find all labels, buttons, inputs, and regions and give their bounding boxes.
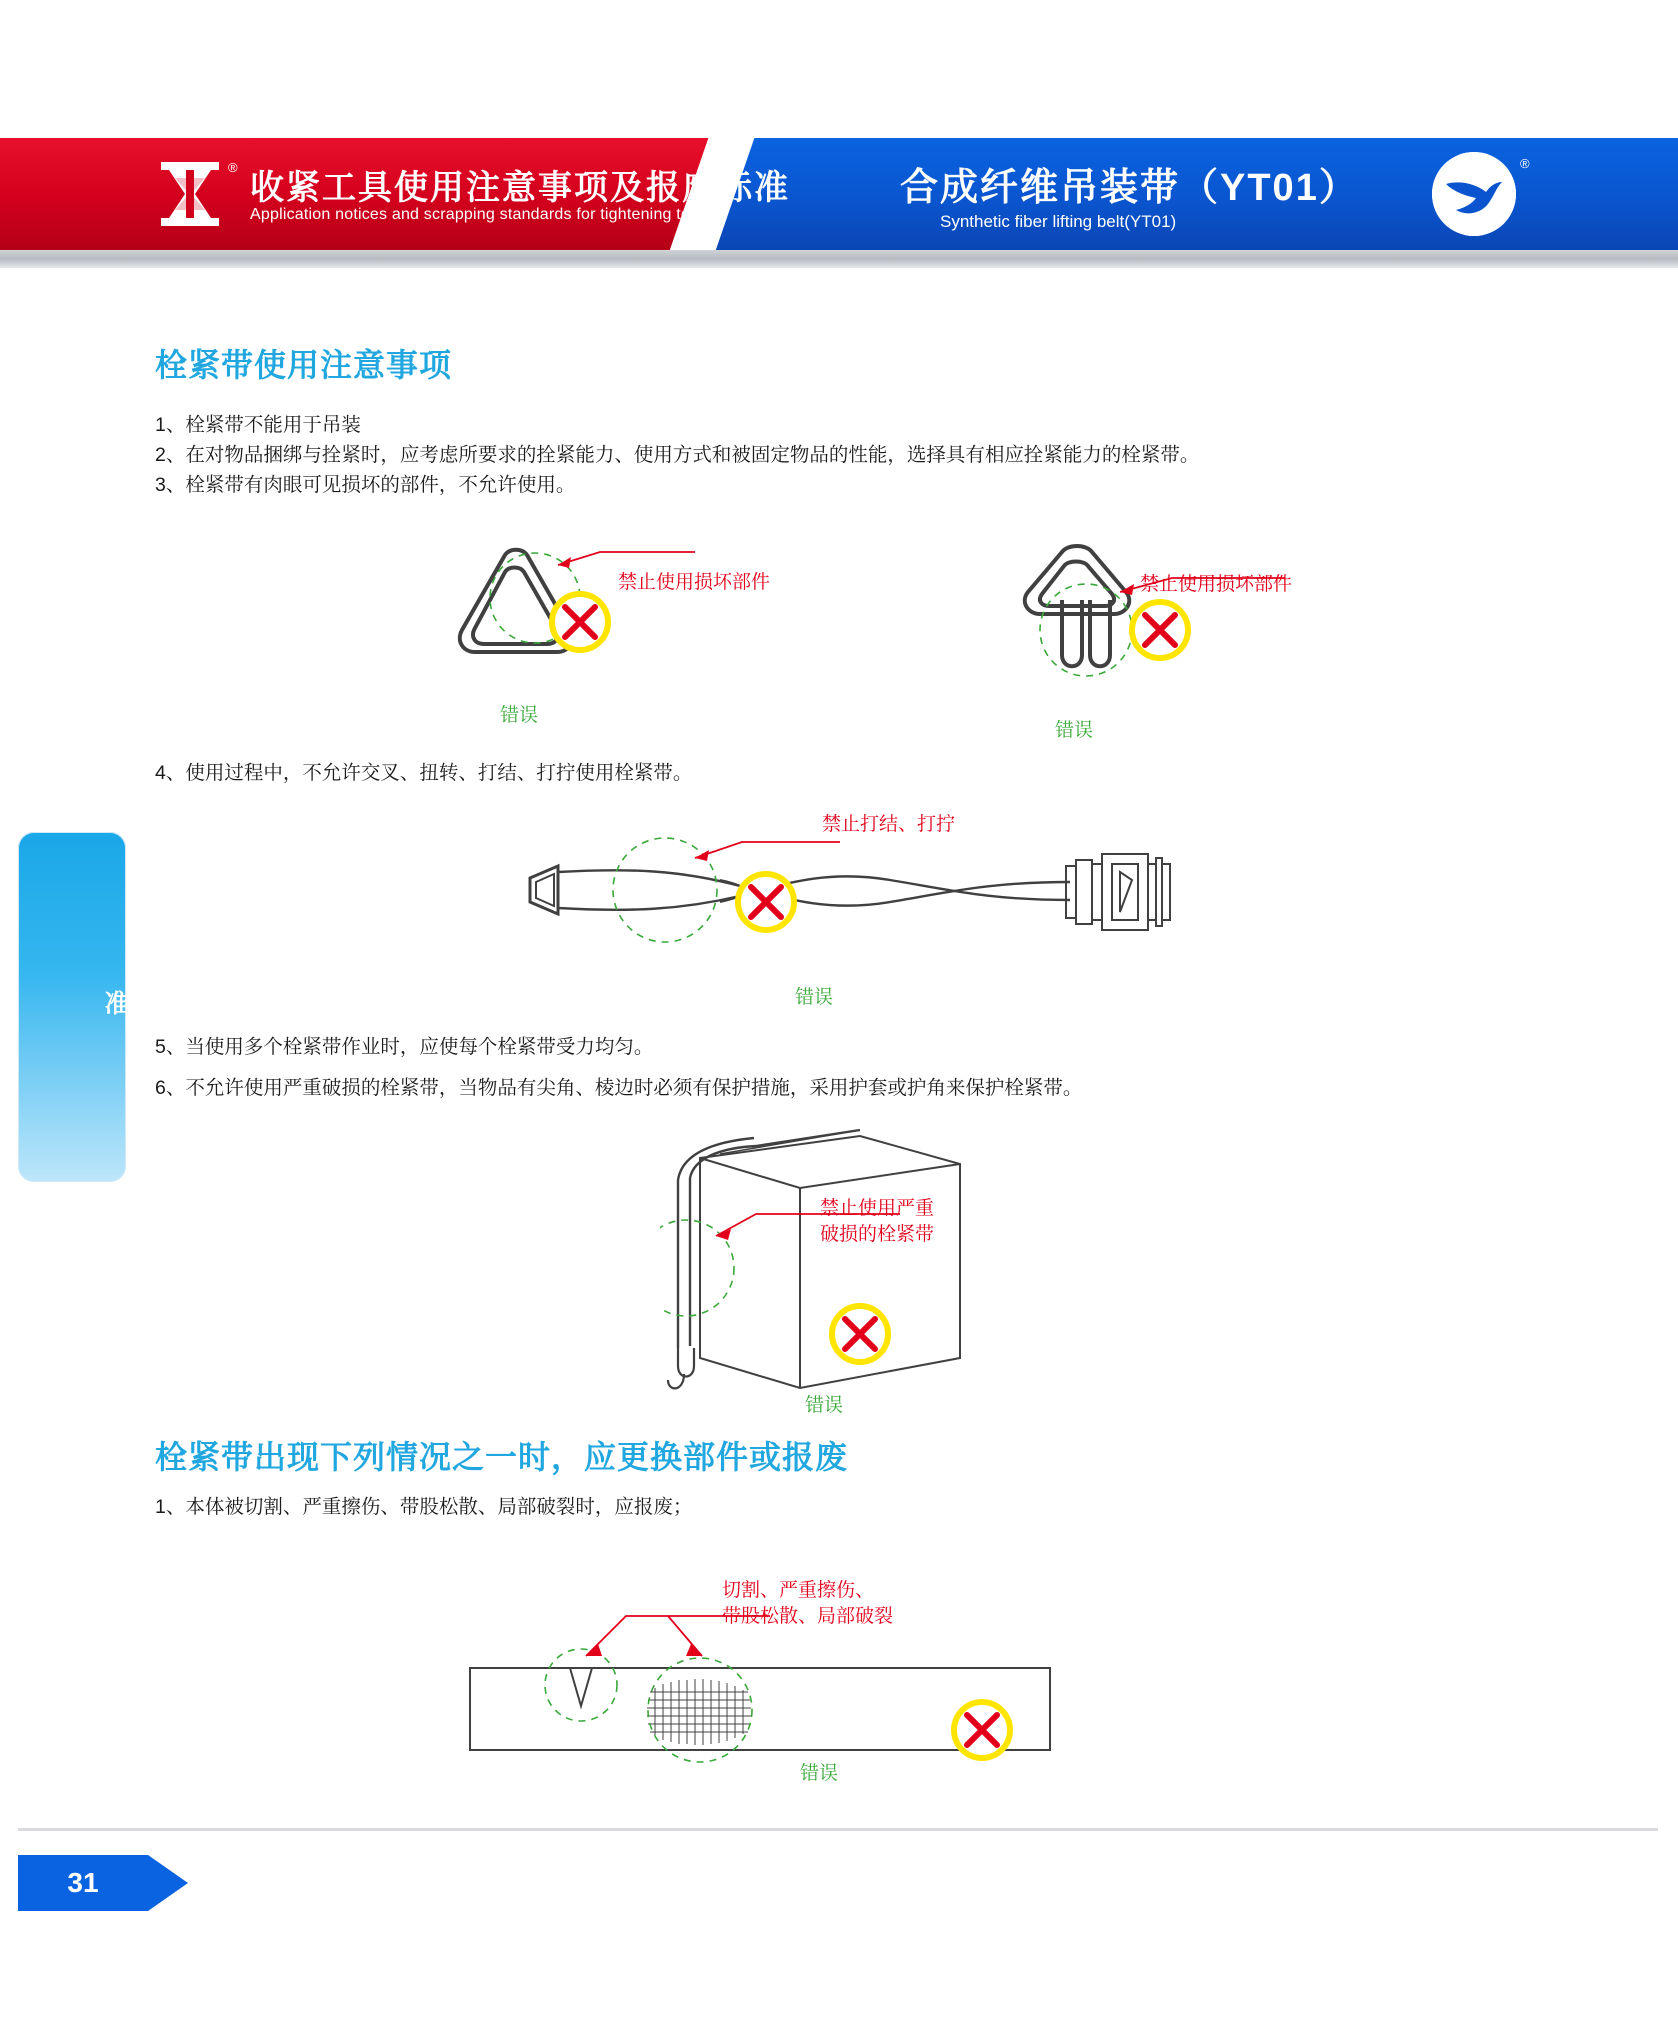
figure-5-warning-line2: 带股松散、局部破裂 (722, 1606, 894, 1627)
figure-4-warning-line2: 破损的栓紧带 (820, 1224, 935, 1245)
figure-1-caption: 错误 (500, 705, 539, 726)
figure-3-warning: 禁止打结、打拧 (822, 814, 956, 835)
side-tab-label: 使用注意事项及报废标准 (101, 859, 162, 1149)
figure-strap-over-box (660, 1118, 1040, 1418)
section-1-item-4: 4、使用过程中，不允许交叉、扭转、打结、打拧使用栓紧带。 (155, 762, 693, 784)
footer-divider (18, 1828, 1658, 1831)
bird-logo-icon (1432, 152, 1516, 236)
page-number: 31 (67, 1867, 99, 1898)
figure-triangle-ring (410, 530, 770, 720)
section-1-item-6: 6、不允许使用严重破损的栓紧带，当物品有尖角、棱边时必须有保护措施，采用护套或护角来保护栓紧带。 (155, 1077, 1083, 1099)
figure-twisted-strap-ratchet (510, 820, 1190, 980)
figure-1-warning: 禁止使用损坏部件 (618, 572, 771, 593)
figure-2-warning: 禁止使用损坏部件 (1140, 574, 1293, 595)
figure-4-warning-line1: 禁止使用严重 (820, 1198, 935, 1219)
header-left-title-en: Application notices and scrapping standards for tightening tool (250, 206, 703, 223)
section-1-item-1: 1、栓紧带不能用于吊装 (155, 414, 361, 436)
figure-2-caption: 错误 (1055, 720, 1094, 741)
section-1-heading: 栓紧带使用注意事项 (155, 347, 453, 383)
figure-4-caption: 错误 (805, 1395, 844, 1416)
figure-3-caption: 错误 (795, 987, 834, 1008)
company-logo-icon (155, 158, 225, 230)
logo-registered-mark: ® (228, 160, 238, 175)
section-2-item-1: 1、本体被切割、严重擦伤、带股松散、局部破裂时，应报废； (155, 1496, 693, 1518)
figure-delta-ring-hook (1000, 530, 1360, 730)
header-left-title-cn: 收紧工具使用注意事项及报废标准 (250, 169, 790, 207)
side-tab (18, 832, 162, 1182)
figure-5-caption: 错误 (800, 1763, 839, 1784)
page-header (0, 138, 1678, 250)
header-right-title-cn: 合成纤维吊装带（YT01） (900, 167, 1359, 209)
bird-logo-badge (1432, 152, 1516, 236)
header-grey-bar (0, 250, 1678, 268)
header-right-title-en: Synthetic fiber lifting belt(YT01) (940, 212, 1177, 231)
section-1-item-2: 2、在对物品捆绑与拴紧时，应考虑所要求的拴紧能力、使用方式和被固定物品的性能，选择具有相应拴紧能力的栓紧带。 (155, 444, 1200, 466)
section-1-item-5: 5、当使用多个栓紧带作业时，应使每个栓紧带受力均匀。 (155, 1036, 654, 1058)
section-2-heading: 栓紧带出现下列情况之一时，应更换部件或报废 (155, 1439, 849, 1475)
bird-registered-mark: ® (1520, 156, 1530, 171)
figure-5-warning-line1: 切割、严重擦伤、 (722, 1580, 875, 1601)
section-1-item-3: 3、栓紧带有肉眼可见损坏的部件，不允许使用。 (155, 474, 576, 496)
